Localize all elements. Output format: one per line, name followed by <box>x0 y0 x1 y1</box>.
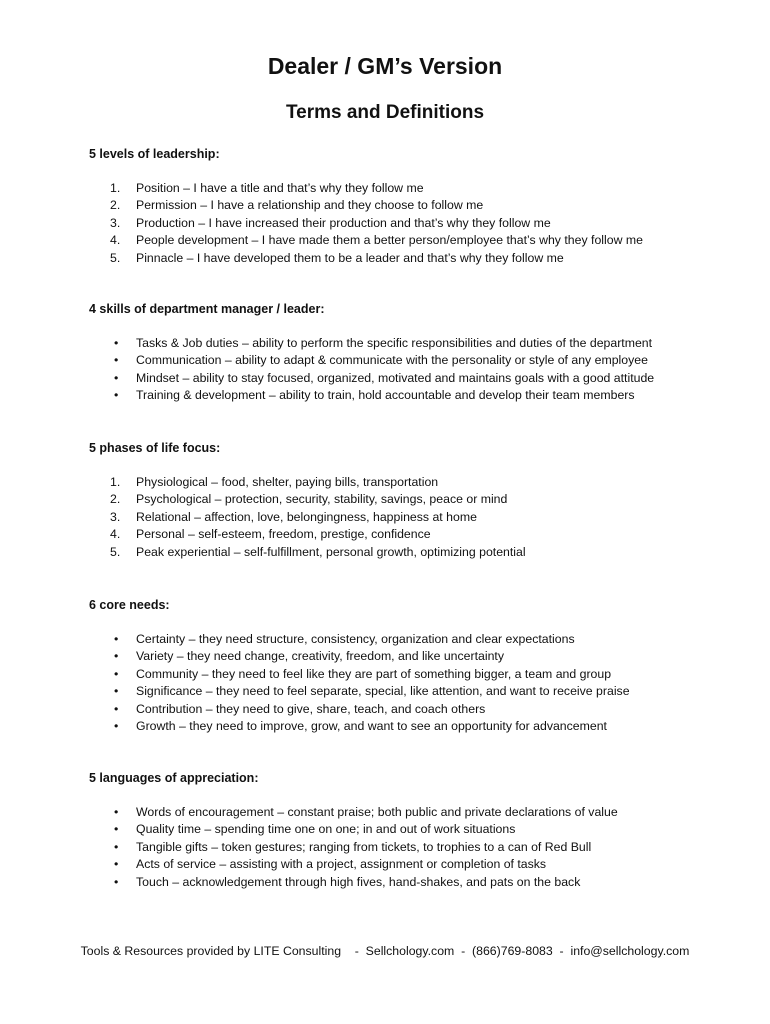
document-title: Dealer / GM’s Version <box>267 53 503 79</box>
bullet-marker: • <box>114 649 119 664</box>
list-item-text: Production – I have increased their production and that’s why they follow me <box>136 215 551 230</box>
list-item-text: Position – I have a title and that’s why they follow me <box>136 181 424 195</box>
section-heading: 5 levels of leadership: <box>89 147 220 161</box>
section-heading: 4 skills of department manager / leader: <box>89 302 325 316</box>
section-heading: 5 phases of life focus: <box>89 441 221 455</box>
section-heading: 5 languages of appreciation: <box>89 771 259 785</box>
bullet-marker: • <box>114 718 119 733</box>
list-item-text: Pinnacle – I have developed them to be a leader and that’s why they follow me <box>136 250 564 265</box>
list-item-text: Personal – self-esteem, freedom, prestige, confidence <box>136 527 431 542</box>
list-item-text: Physiological – food, shelter, paying bills, transportation <box>136 475 439 489</box>
list-number: 3. <box>110 215 121 230</box>
list-item-text: Relational – affection, love, belongingness, happiness at home <box>136 509 477 524</box>
list-item-text: Growth – they need to improve, grow, and want to see an opportunity for advancement <box>136 718 607 733</box>
bullet-marker: • <box>114 370 119 385</box>
list-item-text: Certainty – they need structure, consistency, organization and clear expectations <box>136 632 575 646</box>
list-item-text: Communication – ability to adapt & communicate with the personality or style of any employee <box>136 353 648 368</box>
bullet-marker: • <box>114 857 119 872</box>
list-item-text: Peak experiential – self-fulfillment, personal growth, optimizing potential <box>136 544 526 559</box>
list-number: 4. <box>110 527 121 542</box>
bullet-marker: • <box>114 666 119 681</box>
list-item-text: Touch – acknowledgement through high fives, hand-shakes, and pats on the back <box>136 874 581 889</box>
list-item-text: Acts of service – assisting with a project, assignment or completion of tasks <box>136 857 547 872</box>
bullet-marker: • <box>114 822 119 837</box>
list-item-text: Community – they need to feel like they are part of something bigger, a team and group <box>136 666 612 681</box>
bullet-marker: • <box>114 701 119 716</box>
bullet-marker: • <box>114 388 119 403</box>
list-item-text: Variety – they need change, creativity, freedom, and like uncertainty <box>136 649 504 664</box>
list-number: 1. <box>110 475 121 489</box>
bullet-marker: • <box>114 336 119 350</box>
bullet-marker: • <box>114 353 119 368</box>
list-number: 2. <box>110 198 121 213</box>
list-item-text: Significance – they need to feel separate, special, like attention, and want to receive praise <box>136 684 630 699</box>
list-item-text: Contribution – they need to give, share, teach, and coach others <box>136 701 486 716</box>
footer: Tools & Resources provided by LITE Consulting - Sellchology.com - (866)769-8083 - info@sellchology.com <box>80 944 690 958</box>
list-item-text: Tangible gifts – token gestures; ranging from tickets, to trophies to a can of Red Bull <box>136 839 592 854</box>
list-item-text: Tasks & Job duties – ability to perform the specific responsibilities and duties of the department <box>136 336 653 350</box>
list-item-text: Psychological – protection, security, stability, savings, peace or mind <box>136 492 508 507</box>
section-heading: 6 core needs: <box>89 598 170 612</box>
bullet-marker: • <box>114 839 119 854</box>
list-number: 1. <box>110 181 121 195</box>
bullet-marker: • <box>114 805 119 819</box>
list-number: 5. <box>110 250 121 265</box>
bullet-marker: • <box>114 632 119 646</box>
list-number: 5. <box>110 544 121 559</box>
list-item-text: Training & development – ability to train, hold accountable and develop their team members <box>136 388 635 403</box>
list-item-text: Words of encouragement – constant praise; both public and private declarations of value <box>136 805 618 819</box>
list-item-text: Quality time – spending time one on one; in and out of work situations <box>136 822 516 837</box>
bullet-marker: • <box>114 684 119 699</box>
list-number: 4. <box>110 233 121 248</box>
list-item-text: Permission – I have a relationship and they choose to follow me <box>136 198 484 213</box>
bullet-marker: • <box>114 874 119 889</box>
list-item-text: Mindset – ability to stay focused, organized, motivated and maintains goals with a good attitude <box>136 370 655 385</box>
document-subtitle: Terms and Definitions <box>285 102 485 123</box>
list-item-text: People development – I have made them a better person/employee that’s why they follow me <box>136 233 643 248</box>
list-number: 3. <box>110 509 121 524</box>
list-number: 2. <box>110 492 121 507</box>
